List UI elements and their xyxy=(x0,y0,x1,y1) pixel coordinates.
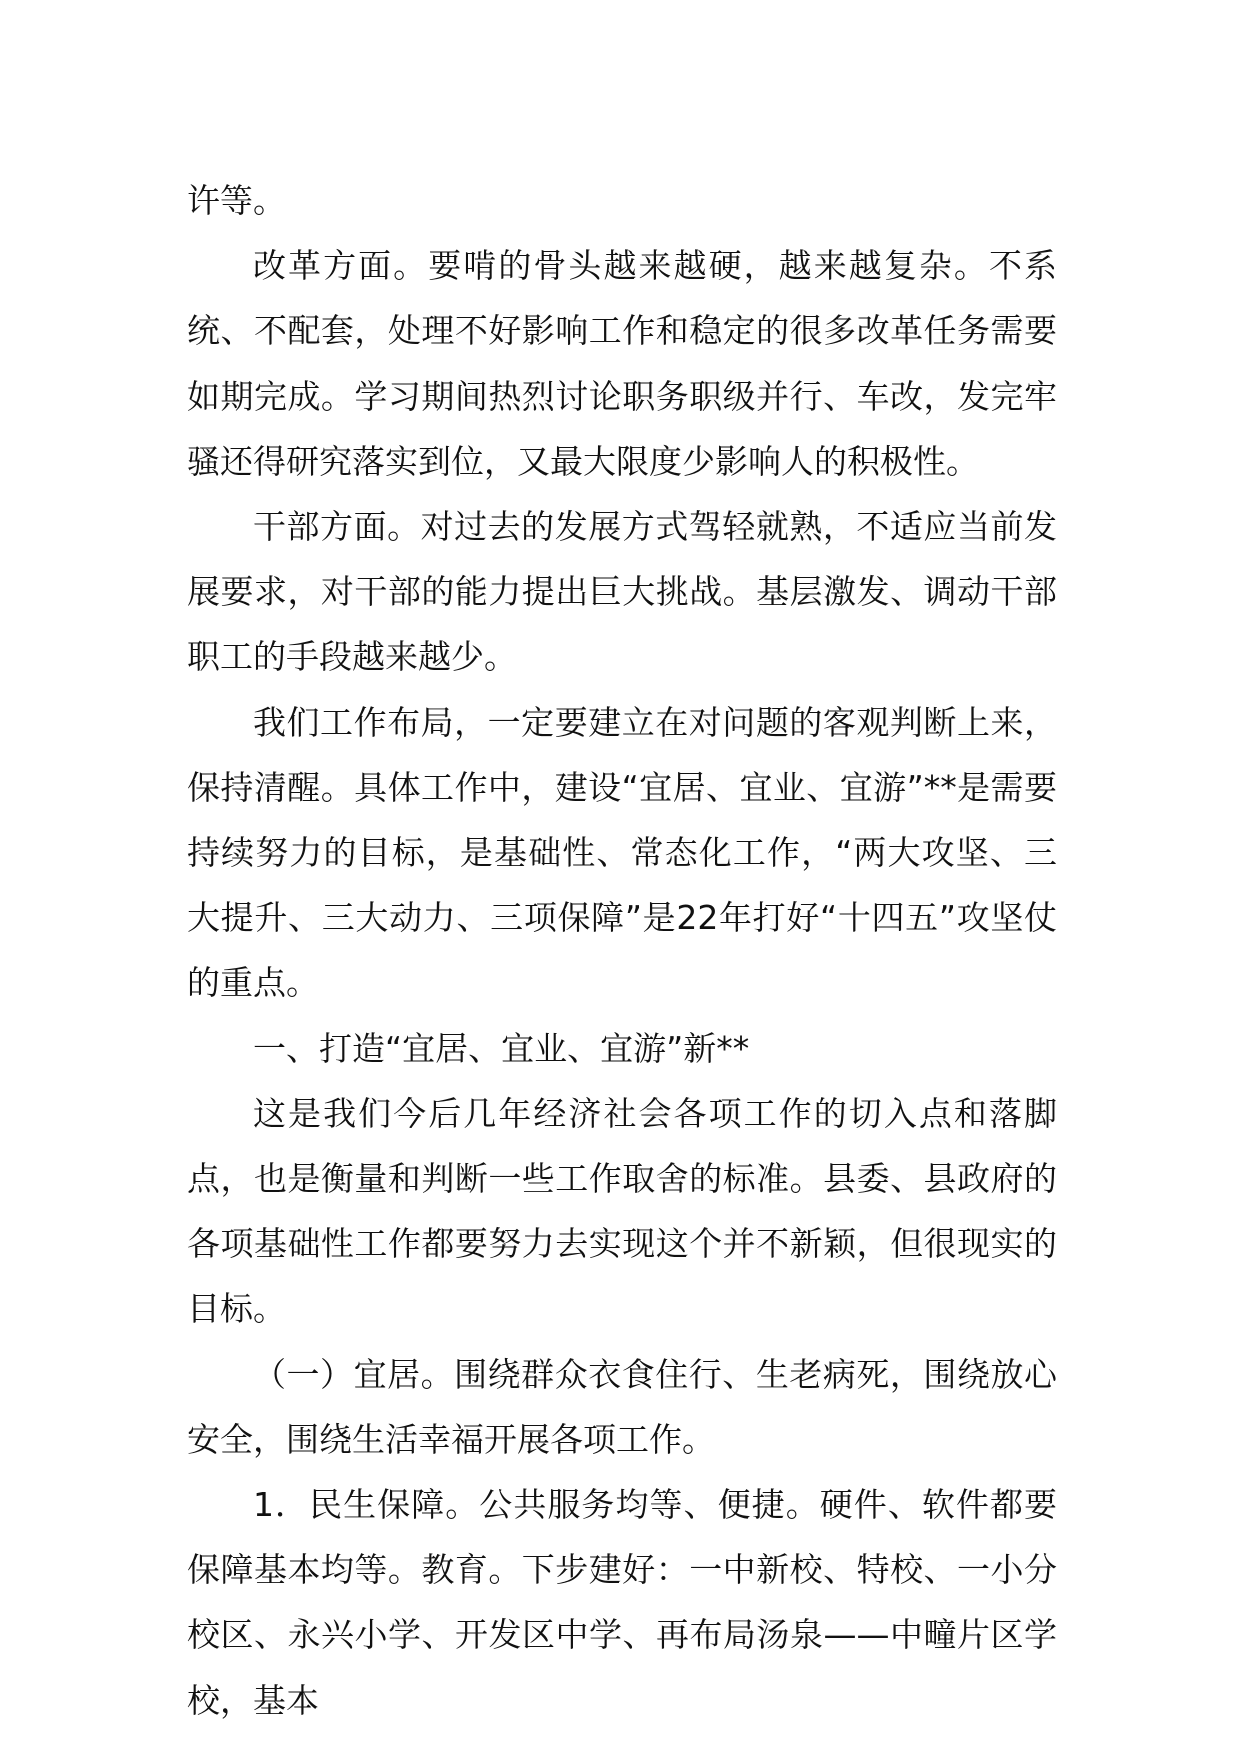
section-heading: 一、打造“宜居、宜业、宜游”新** xyxy=(253,1028,750,1068)
paragraph-6: 1．民生保障。公共服务均等、便捷。硬件、软件都要保障基本均等。教育。下步建好：一中新校、特校、一小分校区、永兴小学、开发区中学、再布局汤泉——中疃片区学校，基本 xyxy=(187,1485,1057,1720)
paragraph-4: 我们工作布局，一定要建立在对问题的客观判断上来，保持清醒。具体工作中，建设“宜居、宜业、宜游”**是需要持续努力的目标，是基础性、常态化工作，“两大攻坚、三大提升、三大动力、三项保障”是22年打好“十四五”攻坚仗的重点。 xyxy=(187,702,1057,1003)
paragraph-1: 许等。 xyxy=(187,181,286,220)
paragraph-5: 这是我们今后几年经济社会各项工作的切入点和落脚点，也是衡量和判断一些工作取舍的标准。县委、县政府的各项基础性工作都要努力去实现这个并不新颖，但很现实的目标。 xyxy=(187,1093,1057,1329)
subsection-heading: （一）宜居。围绕群众衣食住行、生老病死，围绕放心安全，围绕生活幸福开展各项工作。 xyxy=(187,1354,1057,1459)
document-page xyxy=(187,168,1057,1733)
paragraph-3: 干部方面。对过去的发展方式驾轻就熟，不适应当前发展要求，对干部的能力提出巨大挑战。基层激发、调动干部职工的手段越来越少。 xyxy=(187,507,1057,677)
paragraph-2: 改革方面。要啃的骨头越来越硬，越来越复杂。不系统、不配套，处理不好影响工作和稳定的很多改革任务需要如期完成。学习期间热烈讨论职务职级并行、车改，发完牢骚还得研究落实到位，又最大限度少影响人的积极性。 xyxy=(187,246,1057,481)
